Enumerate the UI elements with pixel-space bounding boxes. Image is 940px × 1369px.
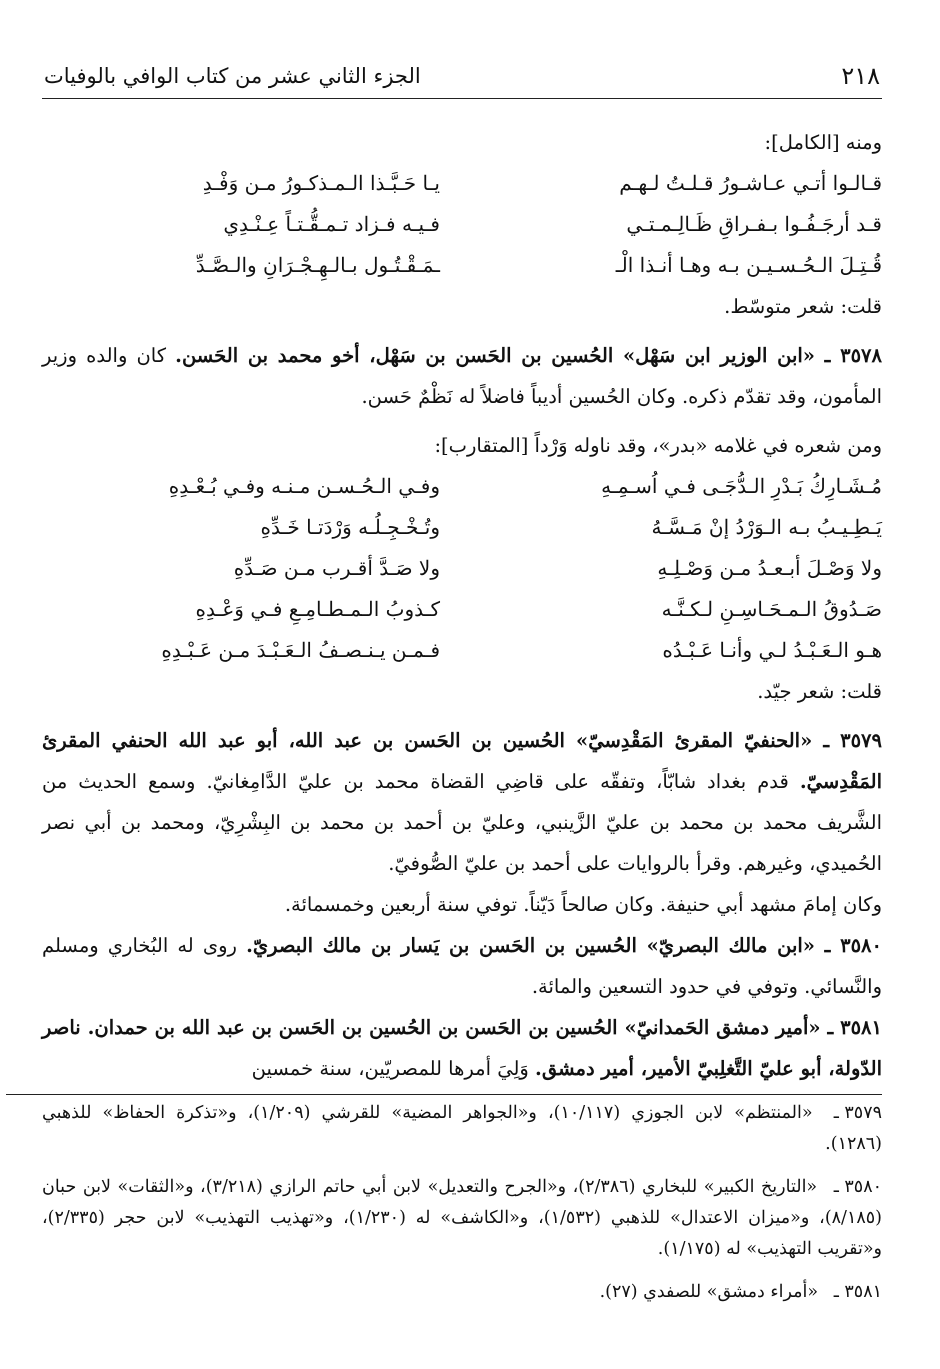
first-hemistich: هـو الـعَـبْـدُ لـي وأنـا عَـبْـدُه (662, 638, 882, 662)
entry-heading: ٣٥٧٩ ـ «الحنفيّ المقرئ المَقْدِسيّ» الحُسين بن الحَسن بن عبد الله، أبو عبد الله الحنفي المقرئ المَقْدِسيّ. (42, 729, 883, 793)
verse-line (42, 245, 882, 286)
entry-3580 (42, 925, 882, 1007)
entry-heading: ٣٥٧٨ ـ «ابن الوزير ابن سَهْل» الحُسين بن الحَسن بن سَهْل، أخو محمد بن الحَسن. (175, 344, 883, 367)
verse-line (42, 507, 882, 548)
footnote (42, 1277, 882, 1308)
verse-line (42, 204, 882, 245)
poem-2 (42, 466, 882, 671)
footnote-text: «أمراء دمشق» للصفدي (٢٧). (599, 1282, 819, 1302)
first-hemistich: قـد أرجَـفُـوا بـفـراقِ ظَـالِـمـتـي (626, 212, 882, 236)
first-hemistich: مُـشَـارِكُ بَـدْرِ الـدُّجَـى فـي اُسـمِـهِ (601, 474, 882, 498)
footnote (42, 1098, 882, 1160)
second-hemistich: ـمَـقْـتُـول بـالـهِـجْـرَانِ والـصَّـدِّ (195, 253, 440, 277)
verse-line (42, 548, 882, 589)
footnote-number: ٣٥٧٩ ـ (833, 1103, 882, 1123)
first-hemistich: صَـدُوقُ الـمـحَـاسِـنِ لـكـنَّـه (661, 597, 882, 621)
entry-text: روى له البُخاري ومسلم والنَّسائي. وتوفي في حدود التسعين والمائة. (42, 934, 882, 998)
entry-heading: ٣٥٨١ ـ «أمير دمشق الحَمدانيّ» الحُسين بن الحَسن بن الحُسين بن الحَسن بن عبد الله بن حمدان. ناصر الدّولة، أبو عليّ التَّغلِبيّ الأمير، أمير دمشق. (42, 1016, 882, 1080)
entry-text: وَلِيَ أمرها للمصريّين، سنة خمسين (251, 1057, 529, 1080)
poem-intro: ومن شعره في غلامه «بدر»، وقد ناوله وَرْداً [المتقارب]: (434, 434, 882, 457)
verse-line (42, 630, 882, 671)
poem-intro: ومنه [الكامل]: (764, 131, 882, 154)
second-hemistich: وتُـخْـجِـلُـه وَرْدَتـا خَـدِّهِ (260, 515, 440, 539)
entry-3579-continued: وكان إمامَ مشهد أبي حنيفة. وكان صالحاً دَيّناً. توفي سنة أربعين وخمسمائة. (284, 893, 882, 916)
entry-3578 (42, 335, 882, 417)
comment: قلت: شعر متوسّط. (724, 295, 882, 318)
verse-line (42, 163, 882, 204)
book-page (42, 0, 882, 1369)
main-text (42, 122, 882, 1089)
footnote-separator (6, 1094, 882, 1095)
page-header (42, 58, 882, 99)
second-hemistich: ولا صَـدَّ أقـرب مـن صَـدِّهِ (233, 556, 440, 580)
verse-line (42, 466, 882, 507)
footnote-number: ٣٥٨١ ـ (833, 1282, 882, 1302)
second-hemistich: وفـي الـحُـسـن مـنـه وفـي بُـعْـدِهِ (168, 474, 440, 498)
footnote-text: «المنتظم» لابن الجوزي (١٠/١١٧)، و«الجواهر المضية» للقرشي (١/٢٠٩)، و«تذكرة الحفاظ» للذهبي (١٢٨٦). (42, 1103, 882, 1154)
entry-3579 (42, 720, 882, 884)
footnote-number: ٣٥٨٠ ـ (833, 1177, 882, 1197)
footnote-text: «التاريخ الكبير» للبخاري (٢/٣٨٦)، و«الجرح والتعديل» لابن أبي حاتم الرازي (٣/٢١٨)، و«الثقات» لابن حبان (٨/١٨٥)، و«ميزان الاعتدال» للذهبي (١/٥٣٢)، و«الكاشف» له (١/٢٣٠)، و«تهذيب التهذيب» لابن حجر (٢/٣٣٥)، و«تقريب التهذيب» له (١/١٧٥). (42, 1177, 882, 1259)
poem-1 (42, 163, 882, 286)
running-title: الجزء الثاني عشر من كتاب الوافي بالوفيات (44, 64, 421, 88)
verse-line (42, 589, 882, 630)
entry-text: كان والده وزير المأمون، وقد تقدّم ذكره. وكان الحُسين أديباً فاضلاً له نَظْمٌ حَسن. (42, 344, 882, 408)
second-hemistich: كـذوبُ الـمـطـامِـعِ فـي وَعْـدِهِ (195, 597, 440, 621)
entry-3581 (42, 1007, 882, 1089)
second-hemistich: فـيـه فـزاد تـمـقُّـتـاً عِـنْـدِي (223, 212, 440, 236)
first-hemistich: يَـطِـيـبُ بـه الـوَرْدُ إنْ مَـسَّـهُ (651, 515, 882, 539)
second-hemistich: فـمـن يـنـصـفُ الـعَـبْـدَ مـن عَـبْـدِهِ (161, 638, 440, 662)
second-hemistich: يـا حَـبَّـذا الـمـذكـورُ مـن وَفْـدِ (202, 171, 440, 195)
entry-text: قدم بغداد شابّاً، وتفقّه على قاضِي القضاة محمد بن عليّ الدَّامِغانيّ. وسمع الحديث من الشَّريف محمد بن محمد بن عليّ الزَّينبي، وعليّ بن أحمد بن محمد بن البِشْرِيّ، ومحمد بن أبي نصر الحُميدي، وغيرهم. وقرأ بالروايات على أحمد بن عليّ الصُّوفيّ. (42, 770, 882, 875)
entry-heading: ٣٥٨٠ ـ «ابن مالك البصريّ» الحُسين بن الحَسن بن يَسار بن مالك البصريّ. (246, 934, 882, 957)
footnote (42, 1172, 882, 1265)
footnotes (42, 1098, 882, 1320)
first-hemistich: قـالـوا أتـي عـاشـورُ قـلـتُ لـهـم (619, 171, 882, 195)
first-hemistich: قُـتِـلَ الـحُـسـيـن بـه وهـا أنـذا الْـ (615, 253, 882, 277)
comment: قلت: شعر جيّد. (757, 680, 882, 703)
page-number: ٢١٨ (841, 62, 880, 90)
first-hemistich: ولا وَصْـلَ أبـعـدُ مـن وَصْـلِـهِ (657, 556, 882, 580)
